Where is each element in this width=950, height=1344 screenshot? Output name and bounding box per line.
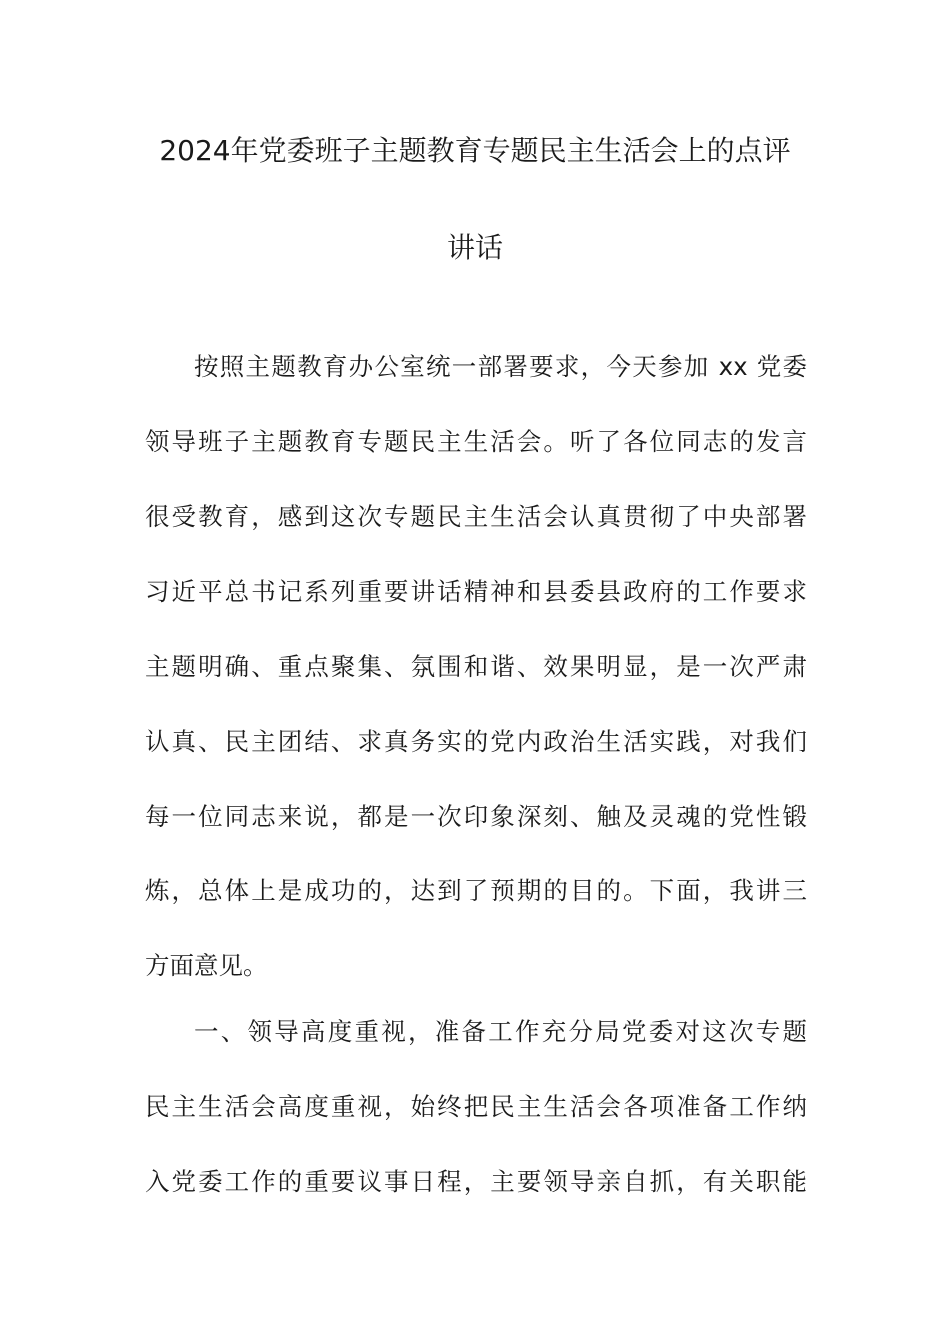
- paragraph-line: 每一位同志来说，都是一次印象深刻、触及灵魂的党性锻: [145, 802, 807, 831]
- document-title-line-1: 2024年党委班子主题教育专题民主生活会上的点评: [159, 134, 791, 167]
- paragraph-line: 主题明确、重点聚集、氛围和谐、效果明显，是一次严肃: [145, 652, 807, 681]
- paragraph-line: 民主生活会高度重视，始终把民主生活会各项准备工作纳: [145, 1092, 807, 1121]
- paragraph-line: 认真、民主团结、求真务实的党内政治生活实践，对我们: [145, 727, 807, 756]
- paragraph-line: 一、领导高度重视，准备工作充分局党委对这次专题: [194, 1017, 807, 1046]
- paragraph-line: 按照主题教育办公室统一部署要求，今天参加 xx 党委: [194, 352, 807, 381]
- paragraph-line: 炼，总体上是成功的，达到了预期的目的。下面，我讲三: [145, 876, 807, 905]
- paragraph-line: 入党委工作的重要议事日程，主要领导亲自抓，有关职能: [145, 1167, 807, 1196]
- paragraph-line: 方面意见。: [145, 951, 268, 980]
- paragraph-line: 很受教育，感到这次专题民主生活会认真贯彻了中央部署: [145, 502, 807, 531]
- document-title-line-2: 讲话: [446, 231, 503, 264]
- paragraph-line: 领导班子主题教育专题民主生活会。听了各位同志的发言: [145, 427, 807, 456]
- paragraph-line: 习近平总书记系列重要讲话精神和县委县政府的工作要求: [145, 577, 807, 606]
